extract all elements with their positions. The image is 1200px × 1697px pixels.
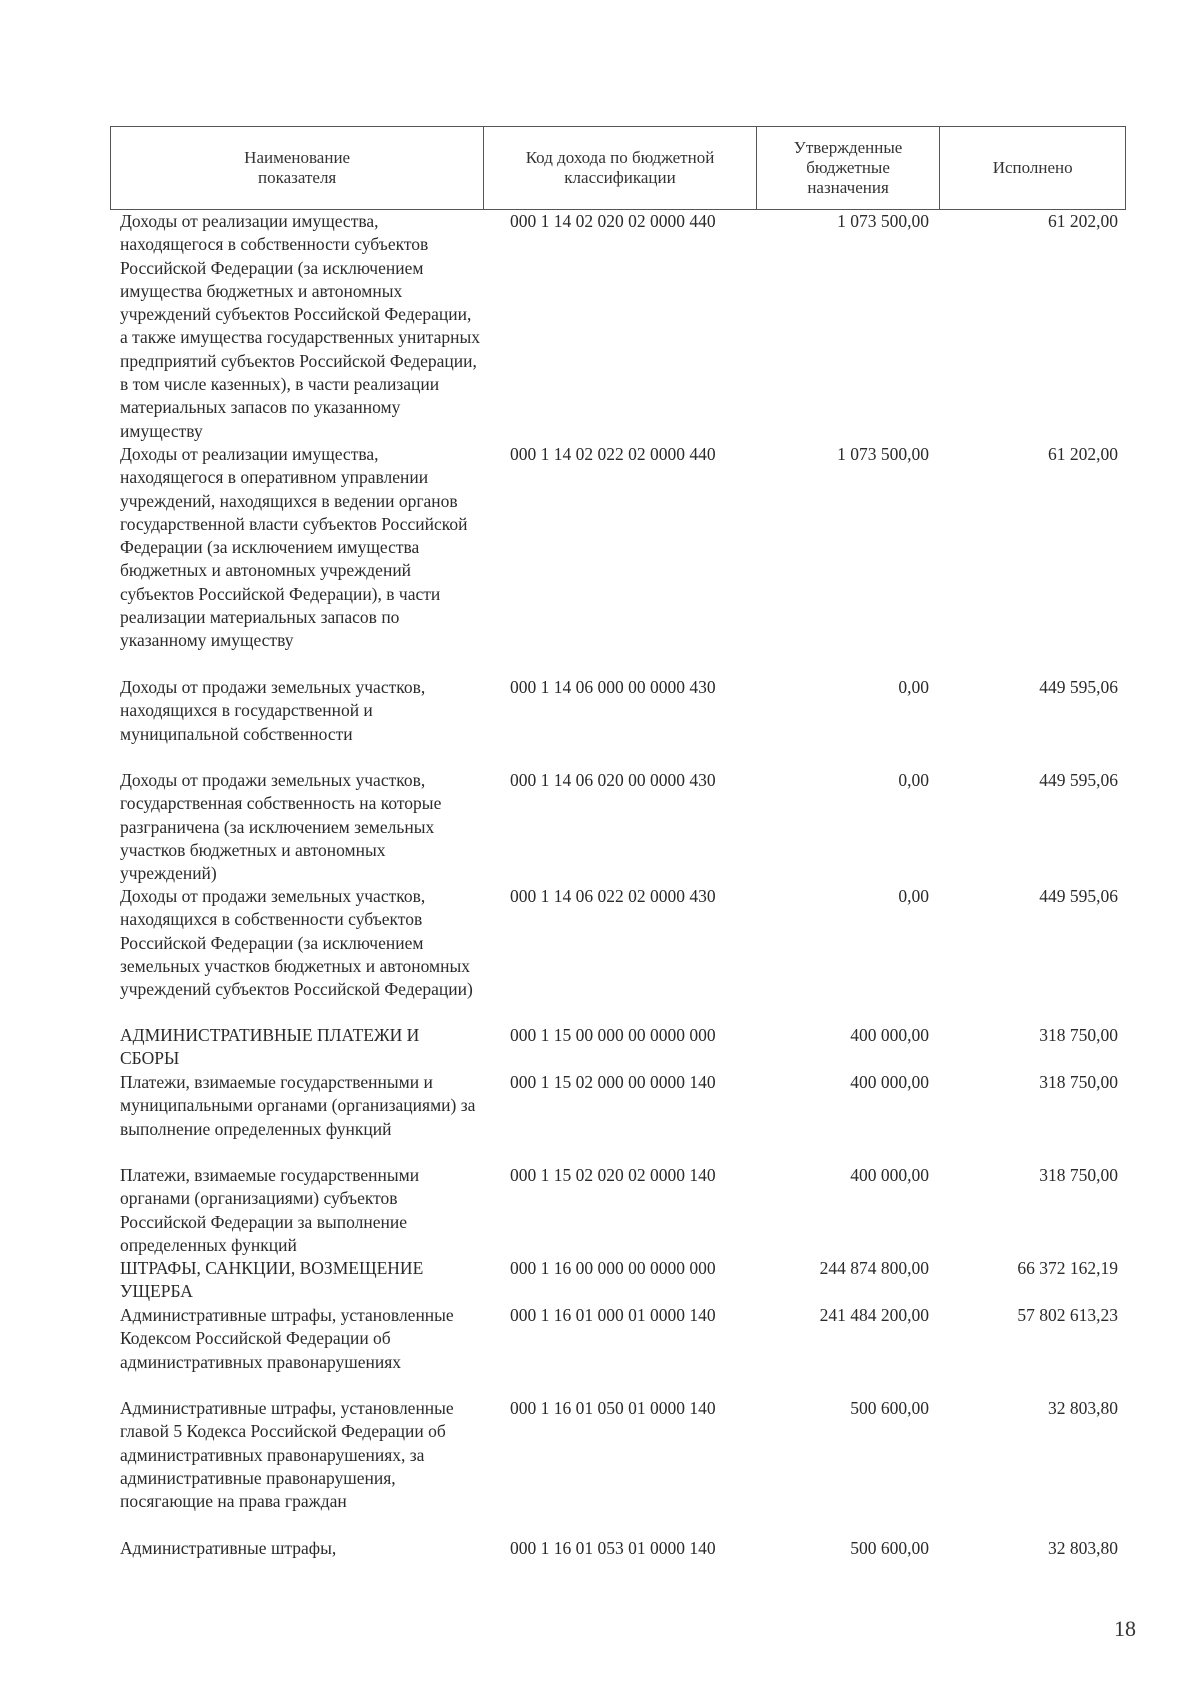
approved-amount: 244 874 800,00 xyxy=(819,1258,929,1278)
header-name: Наименование показателя xyxy=(111,127,484,209)
approved-amount: 0,00 xyxy=(898,886,929,906)
indicator-name: Платежи, взимаемые государственными органами (организациями) субъектов Российской Федерации за выполнение определенных функций xyxy=(120,1165,420,1255)
table-row xyxy=(110,885,1126,1024)
table-header xyxy=(110,126,1126,210)
indicator-name: Доходы от продажи земельных участков, находящихся в собственности субъектов Российской Федерации (за исключением земельных участков бюджетных и автономных учреждений субъектов Российской Федерации) xyxy=(120,886,473,1000)
executed-amount: 449 595,06 xyxy=(1039,886,1118,906)
approved-amount: 1 073 500,00 xyxy=(837,211,929,231)
table-row xyxy=(110,443,1126,676)
table-row xyxy=(110,1257,1126,1304)
table-row xyxy=(110,1304,1126,1397)
executed-amount: 61 202,00 xyxy=(1048,444,1118,464)
approved-amount: 0,00 xyxy=(898,770,929,790)
table-row xyxy=(110,769,1126,885)
budget-code: 000 1 16 01 050 01 0000 140 xyxy=(510,1398,716,1418)
budget-code: 000 1 14 06 020 00 0000 430 xyxy=(510,770,716,790)
approved-amount: 1 073 500,00 xyxy=(837,444,929,464)
table-row xyxy=(110,210,1126,443)
approved-amount: 400 000,00 xyxy=(850,1165,929,1185)
indicator-name: Платежи, взимаемые государственными и муниципальными органами (организациями) за выполнение определенных функций xyxy=(120,1072,476,1139)
header-code: Код дохода по бюджетной классификации xyxy=(484,127,756,209)
table-row xyxy=(110,1024,1126,1071)
executed-amount: 318 750,00 xyxy=(1039,1165,1118,1185)
table-body xyxy=(110,210,1126,1561)
approved-amount: 241 484 200,00 xyxy=(819,1305,929,1325)
approved-amount: 0,00 xyxy=(898,677,929,697)
budget-code: 000 1 15 02 020 02 0000 140 xyxy=(510,1165,716,1185)
indicator-name: Доходы от реализации имущества, находящегося в собственности субъектов Российской Федерации (за исключением имущества бюджетных и автономных учреждений субъектов Российской Федерации, а также имущества государственных унитарных предприятий субъектов Российской Федерации, в том числе казенных), в части реализации материальных запасов по указанному имуществу xyxy=(120,211,480,441)
indicator-name: Административные штрафы, установленные главой 5 Кодекса Российской Федерации об административных правонарушениях, за административные правонарушения, посягающие на права граждан xyxy=(120,1398,454,1512)
executed-amount: 449 595,06 xyxy=(1039,770,1118,790)
budget-code: 000 1 15 00 000 00 0000 000 xyxy=(510,1025,716,1045)
table-row xyxy=(110,1537,1126,1561)
budget-code: 000 1 14 02 022 02 0000 440 xyxy=(510,444,716,464)
budget-code: 000 1 16 01 000 01 0000 140 xyxy=(510,1305,716,1325)
executed-amount: 318 750,00 xyxy=(1039,1025,1118,1045)
budget-code: 000 1 14 06 022 02 0000 430 xyxy=(510,886,716,906)
indicator-name: Доходы от продажи земельных участков, государственная собственность на которые разграничена (за исключением земельных участков бюджетных и автономных учреждений) xyxy=(120,770,442,884)
executed-amount: 318 750,00 xyxy=(1039,1072,1118,1092)
budget-code: 000 1 16 01 053 01 0000 140 xyxy=(510,1538,716,1558)
indicator-name: АДМИНИСТРАТИВНЫЕ ПЛАТЕЖИ И СБОРЫ xyxy=(120,1025,420,1069)
approved-amount: 400 000,00 xyxy=(850,1025,929,1045)
table-row xyxy=(110,1397,1126,1537)
header-done: Исполнено xyxy=(992,158,1073,177)
executed-amount: 57 802 613,23 xyxy=(1017,1305,1118,1325)
table-row xyxy=(110,1164,1126,1257)
indicator-name: Административные штрафы, xyxy=(120,1538,337,1558)
executed-amount: 66 372 162,19 xyxy=(1017,1258,1118,1278)
indicator-name: Административные штрафы, установленные Кодексом Российской Федерации об административных правонарушениях xyxy=(120,1305,454,1372)
budget-code: 000 1 15 02 000 00 0000 140 xyxy=(510,1072,716,1092)
approved-amount: 500 600,00 xyxy=(850,1398,929,1418)
approved-amount: 500 600,00 xyxy=(850,1538,929,1558)
executed-amount: 32 803,80 xyxy=(1048,1398,1118,1418)
budget-code: 000 1 14 06 000 00 0000 430 xyxy=(510,677,716,697)
executed-amount: 449 595,06 xyxy=(1039,677,1118,697)
budget-code: 000 1 14 02 020 02 0000 440 xyxy=(510,211,716,231)
indicator-name: Доходы от продажи земельных участков, находящихся в государственной и муниципальной собственности xyxy=(120,677,426,744)
table-row xyxy=(110,676,1126,769)
budget-code: 000 1 16 00 000 00 0000 000 xyxy=(510,1258,716,1278)
table-row xyxy=(110,1071,1126,1164)
page-number: 18 xyxy=(1114,1616,1136,1641)
executed-amount: 32 803,80 xyxy=(1048,1538,1118,1558)
executed-amount: 61 202,00 xyxy=(1048,211,1118,231)
indicator-name: Доходы от реализации имущества, находящегося в оперативном управлении учреждений, находящихся в ведении органов государственной власти субъектов Российской Федерации (за исключением имущества бюджетных и автономных учреждений субъектов Российской Федерации), в части реализации материальных запасов по указанному имуществу xyxy=(120,444,468,651)
approved-amount: 400 000,00 xyxy=(850,1072,929,1092)
header-plan: Утвержденные бюджетные назначения xyxy=(757,127,941,209)
indicator-name: ШТРАФЫ, САНКЦИИ, ВОЗМЕЩЕНИЕ УЩЕРБА xyxy=(120,1258,424,1302)
